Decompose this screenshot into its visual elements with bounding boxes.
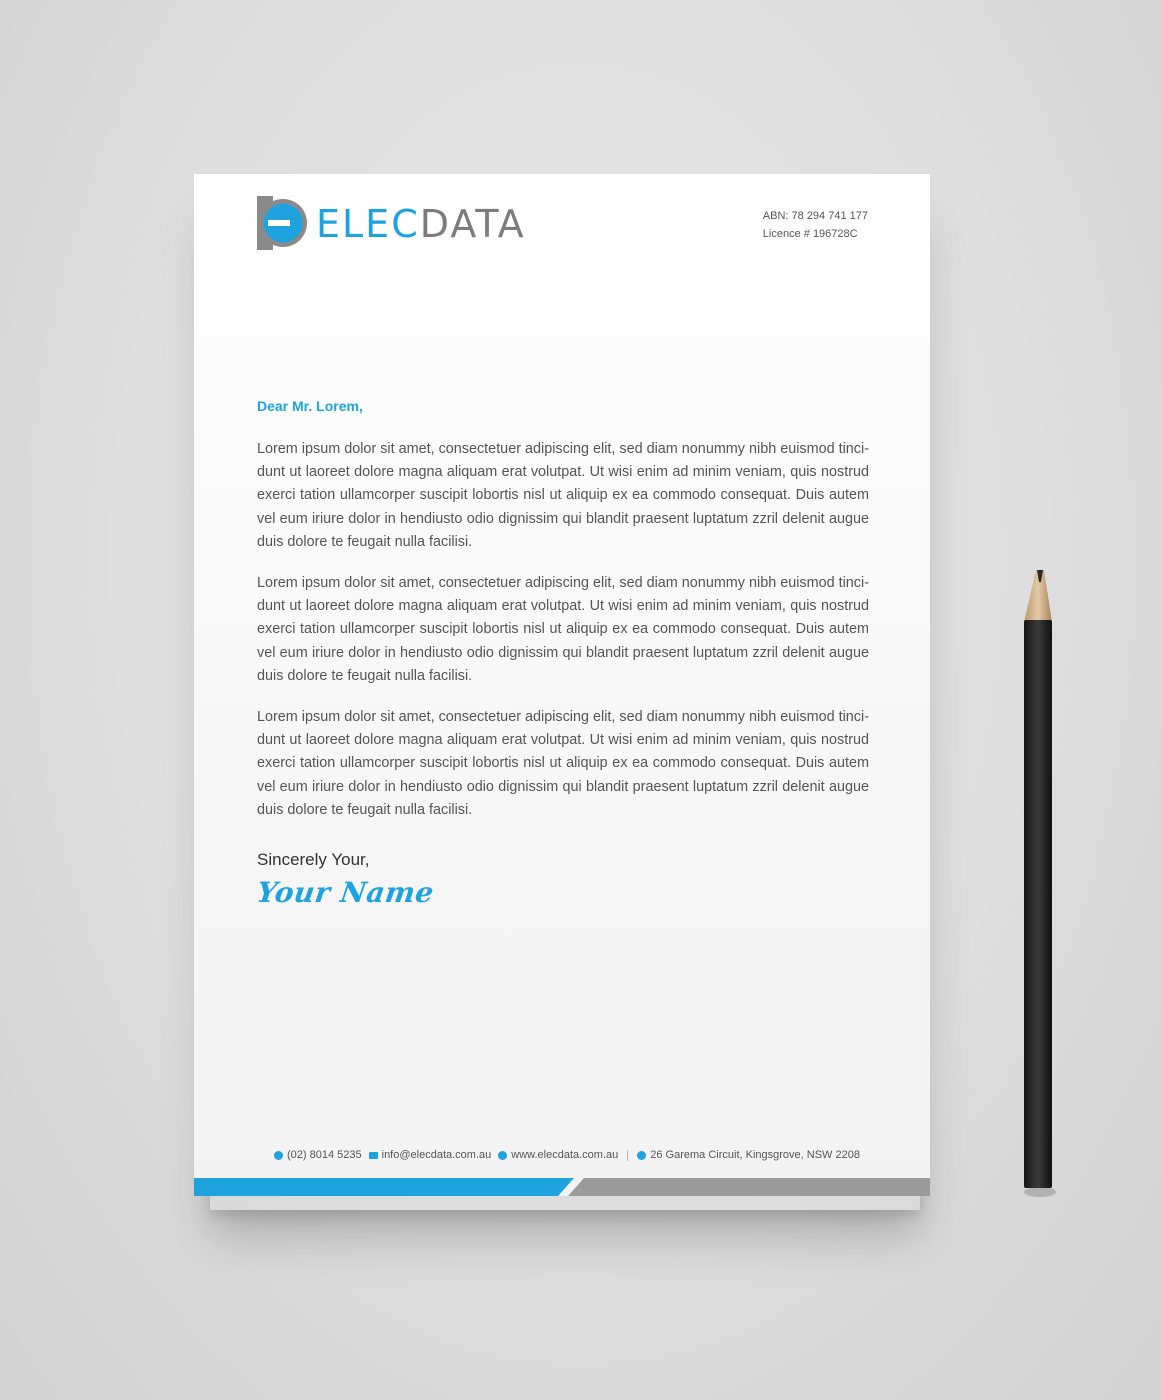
phone-number: (02) 8014 5235 [287, 1149, 362, 1161]
footer-website [498, 1149, 618, 1161]
footer-phone [274, 1149, 362, 1161]
location-icon [637, 1151, 646, 1160]
email-address: info@elecdata.com.au [381, 1149, 492, 1161]
phone-icon [274, 1151, 283, 1160]
mail-icon [369, 1152, 378, 1159]
letter-greeting: Dear Mr. Lorem, [257, 398, 363, 414]
body-paragraph: Lorem ipsum dolor sit amet, consectetuer adipiscing elit, sed diam nonummy nibh euismod tinci-dunt ut laoreet dolore magna aliquam erat volutpat. Ut wisi enim ad minim veniam, quis nostrud exerci tation ullamcorper suscipit lobortis nisl ut aliquip ex ea commodo consequat. Duis autem vel eum iriure dolor in hendiusto odio dignissim qui blandit praesent luptatum zzril delenit augue duis dolore te feugait nulla facilisi. [257, 575, 869, 684]
company-identifiers [763, 207, 868, 243]
licence-number: Licence # 196728C [762, 228, 858, 240]
letter-body [257, 438, 869, 840]
letter-closing: Sincerely Your, [257, 850, 370, 869]
footer-divider [627, 1150, 628, 1161]
pencil-prop [1000, 560, 1080, 1210]
street-address: 26 Garema Circuit, Kingsgrove, NSW 2208 [650, 1149, 860, 1161]
footer-email [369, 1149, 492, 1161]
body-paragraph: Lorem ipsum dolor sit amet, consectetuer adipiscing elit, sed diam nonummy nibh euismod tinci-dunt ut laoreet dolore magna aliquam erat volutpat. Ut wisi enim ad minim veniam, quis nostrud exerci tation ullamcorper suscipit lobortis nisl ut aliquip ex ea commodo consequat. Duis autem vel eum iriure dolor in hendiusto odio dignissim qui blandit praesent luptatum zzril delenit augue duis dolore te feugait nulla facilisi. [257, 709, 869, 818]
abn-number: ABN: 78 294 741 177 [762, 210, 868, 222]
signature-name: Your Name [254, 876, 437, 909]
footer-color-stripe [194, 1178, 930, 1196]
footer-address [637, 1149, 860, 1161]
body-paragraph: Lorem ipsum dolor sit amet, consectetuer adipiscing elit, sed diam nonummy nibh euismod tinci-dunt ut laoreet dolore magna aliquam erat volutpat. Ut wisi enim ad minim veniam, quis nostrud exerci tation ullamcorper suscipit lobortis nisl ut aliquip ex ea commodo consequat. Duis autem vel eum iriure dolor in hendiusto odio dignissim qui blandit praesent luptatum zzril delenit augue duis dolore te feugait nulla facilisi. [257, 441, 869, 550]
logo-wordmark [316, 204, 526, 244]
globe-icon [498, 1151, 507, 1160]
logo-mark-icon [256, 194, 308, 252]
logo-word-data: DATA [419, 202, 526, 246]
company-logo [256, 194, 556, 254]
contact-footer [274, 1149, 867, 1161]
logo-word-elec: ELEC [316, 202, 420, 246]
website-url: www.elecdata.com.au [511, 1149, 619, 1161]
letterhead-page [194, 174, 930, 1196]
